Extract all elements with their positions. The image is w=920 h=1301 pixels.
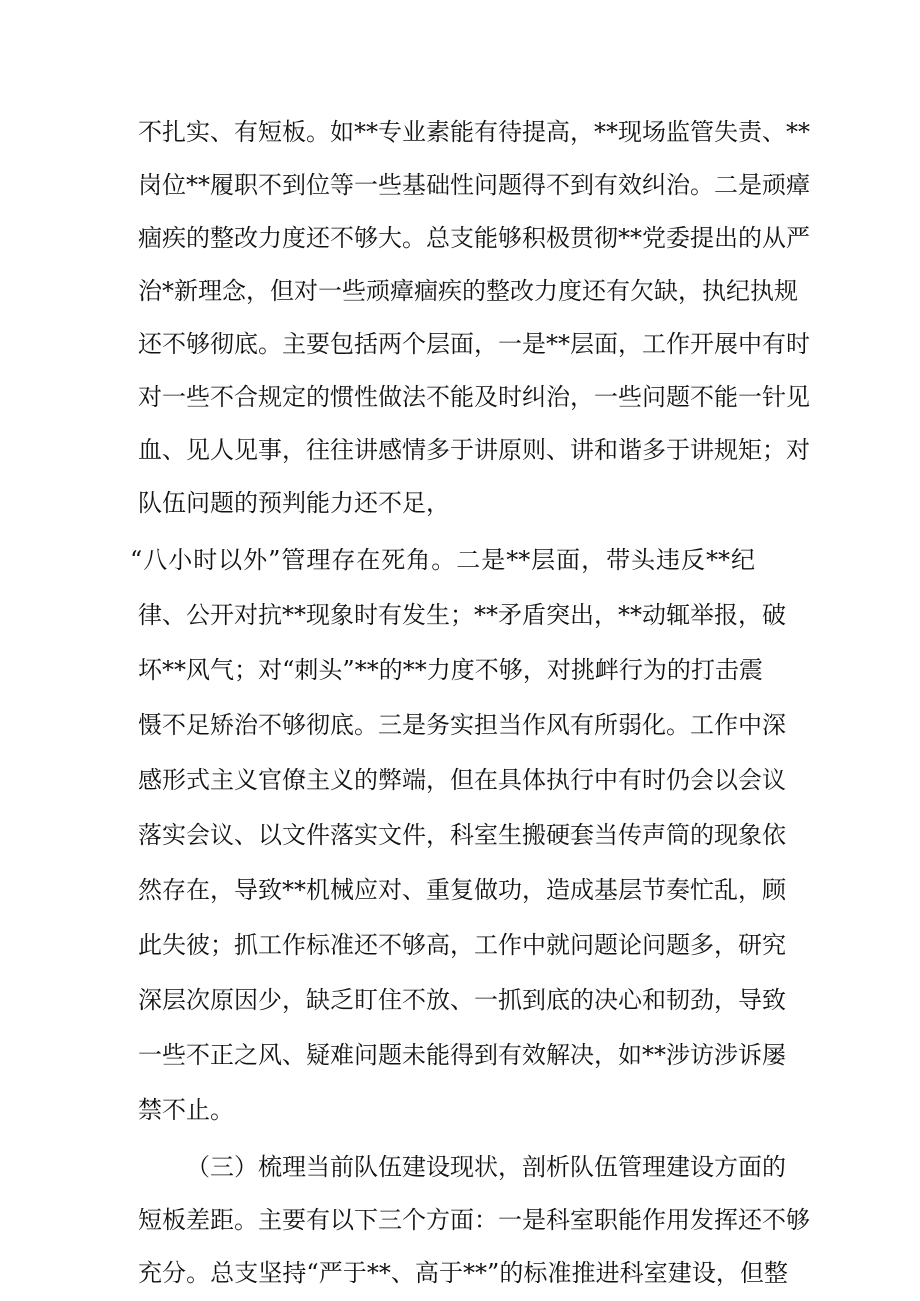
- text-line: 还不够彻底。主要包括两个层面，一是**层面，工作开展中有时: [138, 330, 810, 358]
- text-line: 此失彼；抓工作标准还不够高，工作中就问题论问题多，研究: [138, 931, 786, 959]
- text-line: 慑不足矫治不够彻底。三是务实担当作风有所弱化。工作中深: [138, 711, 786, 739]
- text-line: 一些不正之风、疑难问题未能得到有效解决，如**涉访涉诉屡: [138, 1041, 786, 1069]
- section-heading-line: （三）梳理当前队伍建设现状，剖析队伍管理建设方面的: [186, 1153, 786, 1181]
- text-line: 坏**风气；对“刺头”**的**力度不够，对挑衅行为的打击震: [138, 656, 763, 684]
- text-line: 队伍问题的预判能力还不足，: [138, 489, 450, 517]
- text-line: 岗位**履职不到位等一些基础性问题得不到有效纠治。二是顽瘴: [138, 171, 810, 199]
- text-line: 短板差距。主要有以下三个方面：一是科室职能作用发挥还不够: [138, 1206, 810, 1234]
- text-line: “八小时以外”管理存在死角。二是**层面，带头违反**纪: [130, 546, 755, 574]
- text-line: 感形式主义官僚主义的弊端，但在具体执行中有时仍会以会议: [138, 766, 786, 794]
- text-line: 深层次原因少，缺乏盯住不放、一抓到底的决心和韧劲，导致: [138, 986, 786, 1014]
- text-line: 不扎实、有短板。如**专业素能有待提高，**现场监管失责、**: [138, 118, 810, 146]
- text-line: 禁不止。: [138, 1096, 234, 1124]
- text-line: 落实会议、以文件落实文件，科室生搬硬套当传声筒的现象依: [138, 821, 786, 849]
- text-line: 治*新理念，但对一些顽瘴痼疾的整改力度还有欠缺，执纪执规: [138, 277, 798, 305]
- text-line: 律、公开对抗**现象时有发生；**矛盾突出，**动辄举报，破: [138, 601, 786, 629]
- text-line: 然存在，导致**机械应对、重复做功，造成基层节奏忙乱，顾: [138, 876, 786, 904]
- text-line: 血、见人见事，往往讲感情多于讲原则、讲和谐多于讲规矩；对: [138, 436, 810, 464]
- text-line: 对一些不合规定的惯性做法不能及时纠治，一些问题不能一针见: [138, 383, 810, 411]
- text-line: 痼疾的整改力度还不够大。总支能够积极贯彻**党委提出的从严: [138, 224, 810, 252]
- text-line: 充分。总支坚持“严于**、高于**”的标准推进科室建设，但整: [138, 1259, 788, 1287]
